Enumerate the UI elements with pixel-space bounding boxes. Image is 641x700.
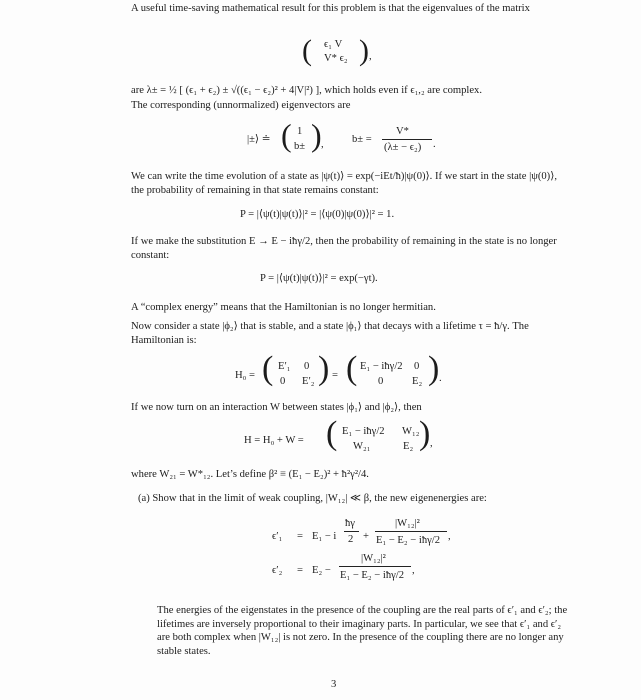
epsilon1-frac2-num: |W₁₂|²	[395, 518, 420, 529]
eigenvector-comma: ,	[321, 139, 324, 150]
eigenvector-right-paren: )	[311, 117, 322, 153]
h0-b21: 0	[378, 376, 384, 387]
epsilon2-term-1: E₂ −	[312, 565, 331, 576]
matrix-row-2: V* ϵ₂	[324, 53, 348, 64]
epsilon2-equals: =	[297, 565, 303, 576]
page-number: 3	[331, 679, 337, 690]
epsilon1-term-1: E₁ − i	[312, 531, 337, 542]
epsilon1-lhs: ϵ′₁	[272, 531, 283, 542]
h-22: E₂	[403, 441, 414, 452]
b-fraction-bar	[382, 139, 432, 140]
eigenvalue-formula: are λ± = ½ [ (ϵ₁ + ϵ₂) ± √((ϵ₁ − ϵ₂)² + 4|V|²) ], which holds even if ϵ₁,₂ are complex.	[131, 85, 483, 96]
h-21: W₂₁	[353, 441, 371, 452]
epsilon1-equals: =	[297, 531, 303, 542]
states-paragraph: Now consider a state |ϕ₂⟩ that is stable, and a state |ϕ₁⟩ that decays with a lifetime τ = ħ/γ. The Hamiltonian is:	[131, 321, 529, 346]
h-right-paren: )	[419, 415, 431, 452]
h0-period: .	[439, 373, 442, 384]
h0-matrix-a-left-paren: (	[262, 350, 274, 387]
probability-equation-2: P = |⟨ψ(t)|ψ(t)⟩|² = exp(−γt).	[260, 273, 378, 284]
eigenvector-top: 1	[297, 126, 303, 137]
substitution-paragraph: If we make the substitution E → E − iħγ/2, then the probability of remaining in the state is no longer constant:	[131, 236, 557, 261]
epsilon2-lhs: ϵ′₂	[272, 565, 283, 576]
h0-lhs: H₀ =	[235, 370, 255, 381]
b-numerator: V*	[396, 126, 409, 137]
probability-equation-1: P = |⟨ψ(t)|ψ(t)⟩|² = |⟨ψ(0)|ψ(0)⟩|² = 1.	[240, 209, 395, 220]
h0-a22: E′₂	[302, 376, 315, 387]
epsilon1-comma: ,	[448, 531, 451, 542]
h0-a11: E′₁	[278, 361, 291, 372]
b-period: .	[433, 139, 436, 150]
h0-matrix-a-right-paren: )	[318, 350, 330, 387]
eigenvector-intro: The corresponding (unnormalized) eigenvectors are	[131, 100, 351, 111]
matrix-row-1: ϵ₁ V	[324, 39, 343, 50]
h0-b12: 0	[414, 361, 420, 372]
epsilon2-frac-num: |W₁₂|²	[361, 553, 386, 564]
beta-definition: where W₂₁ = W*₁₂. Let’s define β² ≡ (E₁ − E₂)² + ħ²γ²/4.	[131, 469, 369, 480]
epsilon1-plus: +	[363, 531, 369, 542]
epsilon2-frac-bar	[339, 566, 411, 567]
h-comma: ,	[430, 438, 433, 449]
b-denominator: (λ± − ϵ₂)	[384, 142, 422, 153]
interaction-sentence: If we now turn on an interaction W between states |ϕ₁⟩ and |ϕ₂⟩, then	[131, 402, 422, 413]
h-lhs: H = H₀ + W =	[244, 435, 304, 446]
h0-b11: E₁ − iħγ/2	[360, 361, 403, 372]
matrix-right-paren: )	[359, 34, 369, 67]
eigenvector-lhs: |±⟩ ≐	[247, 134, 271, 145]
epsilon1-frac2-den: E₁ − E₂ − iħγ/2	[376, 535, 441, 546]
complex-energy-sentence: A “complex energy” means that the Hamiltonian is no longer hermitian.	[131, 302, 436, 313]
epsilon2-comma: ,	[412, 565, 415, 576]
matrix-comma: ,	[369, 51, 372, 62]
time-evolution-paragraph: We can write the time evolution of a state as |ψ(t)⟩ = exp(−iEt/ħ)|ψ(0)⟩. If we start in the state |ψ(0)⟩, the probability of remaining in that state remains constant:	[131, 171, 557, 196]
intro-paragraph: A useful time-saving mathematical result for this problem is that the eigenvalues of the matrix	[131, 3, 530, 14]
conclusion-paragraph: The energies of the eigenstates in the presence of the coupling are the real parts of ϵ′₁ and ϵ′₂; the lifetimes are inversely proportional to their imaginary parts. In particular, we see that ϵ′₁ and ϵ′₂ are both complex when |W₁₂| is not zero. In the presence of the coupling there are no longer any stable states.	[157, 605, 568, 657]
h0-a12: 0	[304, 361, 310, 372]
part-a-statement: (a) Show that in the limit of weak coupling, |W₁₂| ≪ β, the new eigenenergies are:	[138, 493, 487, 504]
epsilon2-frac-den: E₁ − E₂ − iħγ/2	[340, 570, 405, 581]
h-left-paren: (	[326, 415, 338, 452]
h0-b22: E₂	[412, 376, 423, 387]
epsilon1-frac1-den: 2	[348, 534, 354, 545]
h0-matrix-b-left-paren: (	[346, 350, 358, 387]
epsilon1-frac1-bar	[344, 531, 359, 532]
h0-equals: =	[332, 370, 338, 381]
eigenvector-left-paren: (	[281, 117, 292, 153]
epsilon1-frac1-num: ħγ	[345, 518, 355, 529]
epsilon1-frac2-bar	[375, 531, 447, 532]
h0-matrix-b-right-paren: )	[428, 350, 440, 387]
h-11: E₁ − iħγ/2	[342, 426, 385, 437]
h0-a21: 0	[280, 376, 286, 387]
b-lhs: b± =	[352, 134, 372, 145]
eigenvector-bottom: b±	[294, 141, 306, 152]
h-12: W₁₂	[402, 426, 420, 437]
matrix-left-paren: (	[302, 34, 312, 67]
